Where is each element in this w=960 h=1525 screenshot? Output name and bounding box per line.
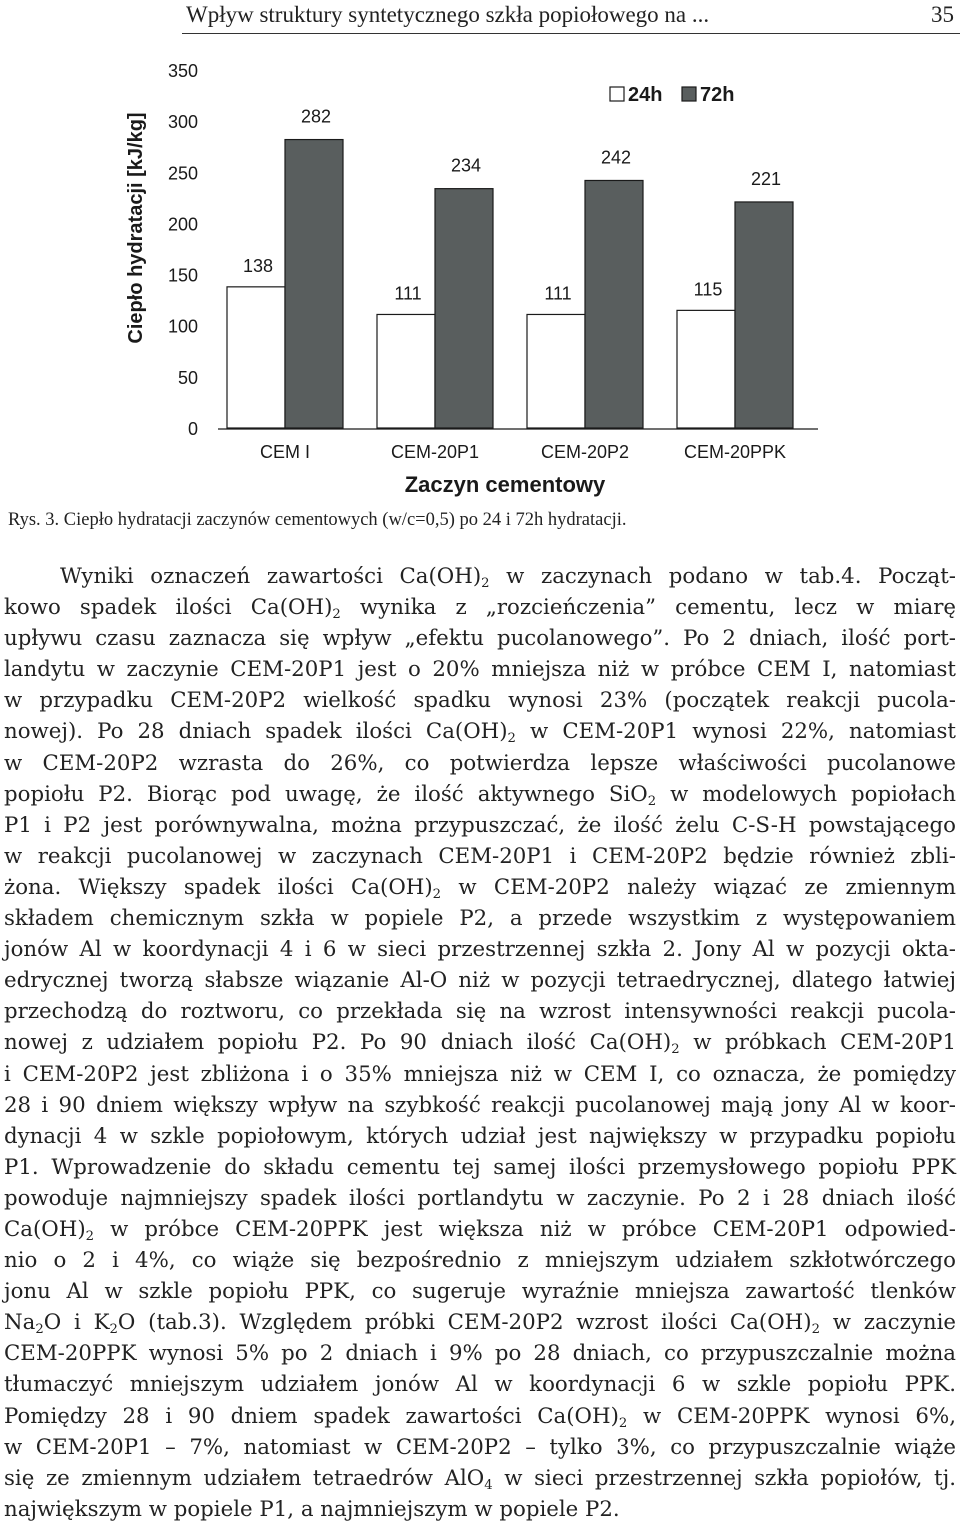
paragraph-line: się ze zmiennym udziałem tetraedrów AlO$_4$ w sieci przestrzennej szkła popiołów, tj. [4, 1465, 956, 1493]
page-number: 35 [931, 2, 954, 27]
paragraph-line: składem chemicznym szkła w popiele P2, a przede wszystkim z występowaniem [4, 906, 956, 932]
legend-label-24h: 24h [628, 84, 663, 106]
data-label: 111 [544, 283, 572, 304]
paragraph-line: kowo spadek ilości $Ca(OH)_2$ wynika z „rozcieńczenia” cementu, lecz w miarę [4, 595, 956, 623]
bar-72h-cem-20ppk [735, 202, 793, 428]
header-rule [182, 33, 960, 34]
y-tick-label: 0 [187, 419, 198, 439]
bar-72h-cem-i [285, 140, 343, 428]
x-tick-label: CEM-20P1 [390, 442, 480, 462]
paragraph-line: nio o 2 i 4%, co wiąże się bezpośrednio z mniejszym udziałem szkłotwórczego [4, 1248, 956, 1274]
x-tick-label: CEM-20PPK [683, 442, 787, 462]
bar-24h-cem-20p2 [527, 314, 585, 428]
paragraph-line: upływu czasu zaznacza się wpływ „efektu pucolanowego”. Po 2 dniach, ilość port- [4, 626, 956, 652]
paragraph-line: Wyniki oznaczeń zawartości $Ca(OH)_2$ w zaczynach podano w tab.4. Począt- [60, 564, 956, 591]
paragraph-line: w CEM-20P1 – 7%, natomiast w CEM-20P2 – tylko 3%, co przypuszczalnie wiąże [4, 1434, 956, 1460]
data-label: 111 [394, 283, 422, 304]
paragraph-line: przechodzą do roztworu, co przekłada się na wzrost intensywności reakcji pucola- [4, 999, 956, 1025]
data-label: 138 [242, 255, 274, 276]
paragraph-line: Pomiędzy 28 i 90 dniem spadek zawartości $Ca(OH)_2$ w CEM-20PPK wynosi 6%, [4, 1403, 956, 1431]
y-axis-label: Ciepło hydratacji [kJ/kg] [125, 112, 147, 344]
running-header [0, 0, 960, 38]
paragraph-line: tłumaczyć mniejszym udziałem jonów Al w koordynacji 6 w szkle popiołu PPK. [4, 1372, 956, 1398]
paragraph-line: P1 i P2 jest porównywalna, można przypuszczać, że ilość żelu C-S-H powstającego [4, 812, 956, 838]
body-paragraph [4, 561, 956, 1525]
heat-of-hydration-bar-chart [0, 40, 830, 502]
paragraph-line: jonu Al w szkle popiołu PPK, co sugeruje wyraźnie mniejsza zawartość tlenków [4, 1279, 956, 1305]
paragraph-line: w przypadku CEM-20P2 wielkość spadku wynosi 23% (początek reakcji pucola- [4, 688, 956, 714]
paragraph [4, 561, 956, 1525]
paragraph-line: popiołu P2. Biorąc pod uwagę, że ilość aktywnego SiO$_2$ w modelowych popiołach [4, 781, 957, 809]
paragraph-line: P1. Wprowadzenie do składu cementu tej samej ilości przemysłowego popiołu PPK [4, 1154, 956, 1180]
y-tick-label: 200 [167, 214, 198, 235]
data-label: 242 [600, 147, 632, 168]
paragraph-line: 28 i 90 dniem większy wpływ na szybkość reakcji pucolanowej mają jony Al w koor- [4, 1092, 956, 1118]
x-tick-label: CEM-20P2 [540, 442, 630, 462]
paragraph-line: największym w popiele P1, a najmniejszym w popiele P2. [4, 1496, 620, 1522]
paragraph-line: edrycznej tworzą słabsze wiązanie Al-O niż w pozycji tetraedrycznej, dlatego łatwiej [4, 968, 956, 994]
paragraph-line: i CEM-20P2 jest zbliżona i o 35% mniejsza niż w CEM I, co oznacza, że pomiędzy [4, 1061, 956, 1087]
paragraph-line: $Na_2O$ i $K_2O$ (tab.3). Względem próbki CEM-20P2 wzrost ilości $Ca(OH)_2$ w zaczynie [4, 1310, 956, 1338]
data-label: 115 [693, 279, 723, 300]
legend-swatch-24h [610, 87, 624, 101]
paragraph-line: nowej). Po 28 dniach spadek ilości $Ca(OH)_2$ w CEM-20P1 wynosi 22%, natomiast [4, 719, 956, 747]
y-tick-label: 300 [167, 112, 198, 133]
y-tick-label: 250 [167, 163, 198, 184]
y-axis-ticks [168, 61, 198, 439]
paragraph-line: żona. Większy spadek ilości $Ca(OH)_2$ w CEM-20P2 należy wiązać ze zmiennym [4, 874, 956, 902]
data-label: 234 [450, 155, 482, 176]
y-tick-label: 350 [167, 61, 198, 81]
y-tick-label: 100 [167, 316, 198, 337]
x-tick-label: CEM I [259, 442, 311, 462]
paragraph-line: landytu w zaczynie CEM-20P1 jest o 20% mniejsza niż w próbce CEM I, natomiast [4, 657, 956, 683]
bar-72h-cem-20p1 [435, 189, 493, 428]
bar-24h-cem-20ppk [677, 310, 735, 428]
legend-swatch-72h [682, 87, 696, 101]
bar-24h-cem-i [227, 287, 285, 428]
legend [610, 84, 734, 106]
paragraph-line: $Ca(OH)_2$ w próbce CEM-20PPK jest większa niż w próbce CEM-20P1 odpowied- [4, 1216, 956, 1244]
data-label: 221 [750, 168, 782, 189]
paragraph-line: nowej z udziałem popiołu P2. Po 90 dniach ilość $Ca(OH)_2$ w próbkach CEM-20P1 [4, 1030, 956, 1058]
paragraph-line: dynacji 4 w szkle popiołowym, których udział jest największy w przypadku popiołu [4, 1123, 956, 1149]
y-tick-label: 50 [177, 367, 198, 388]
legend-label-72h: 72h [700, 84, 735, 106]
running-header-title: Wpływ struktury syntetycznego szkła popiołowego na ... [186, 2, 710, 27]
paragraph-line: w reakcji pucolanowej w zaczynach CEM-20P1 i CEM-20P2 będzie również zbli- [4, 843, 956, 869]
paragraph-line: CEM-20PPK wynosi 5% po 2 dniach i 9% po 28 dniach, co przypuszczalnie można [4, 1341, 956, 1367]
y-tick-label: 150 [167, 265, 198, 286]
data-label: 282 [300, 106, 332, 127]
paragraph-line: w CEM-20P2 wzrasta do 26%, co potwierdza lepsze właściwości pucolanowe [4, 750, 956, 776]
x-axis-label: Zaczyn cementowy [404, 472, 606, 497]
paragraph-line: powoduje najmniejszy spadek ilości portlandytu w zaczynie. Po 2 i 28 dniach ilość [4, 1185, 956, 1211]
paragraph-line: jonów Al w koordynacji 4 i 6 w sieci przestrzennej szkła 2. Jony Al w pozycji okta- [4, 937, 956, 963]
figure-caption: Rys. 3. Ciepło hydratacji zaczynów cementowych (w/c=0,5) po 24 i 72h hydratacji. [8, 510, 627, 530]
bar-72h-cem-20p2 [585, 180, 643, 428]
bar-24h-cem-20p1 [377, 314, 435, 428]
x-axis-ticks [260, 442, 786, 462]
